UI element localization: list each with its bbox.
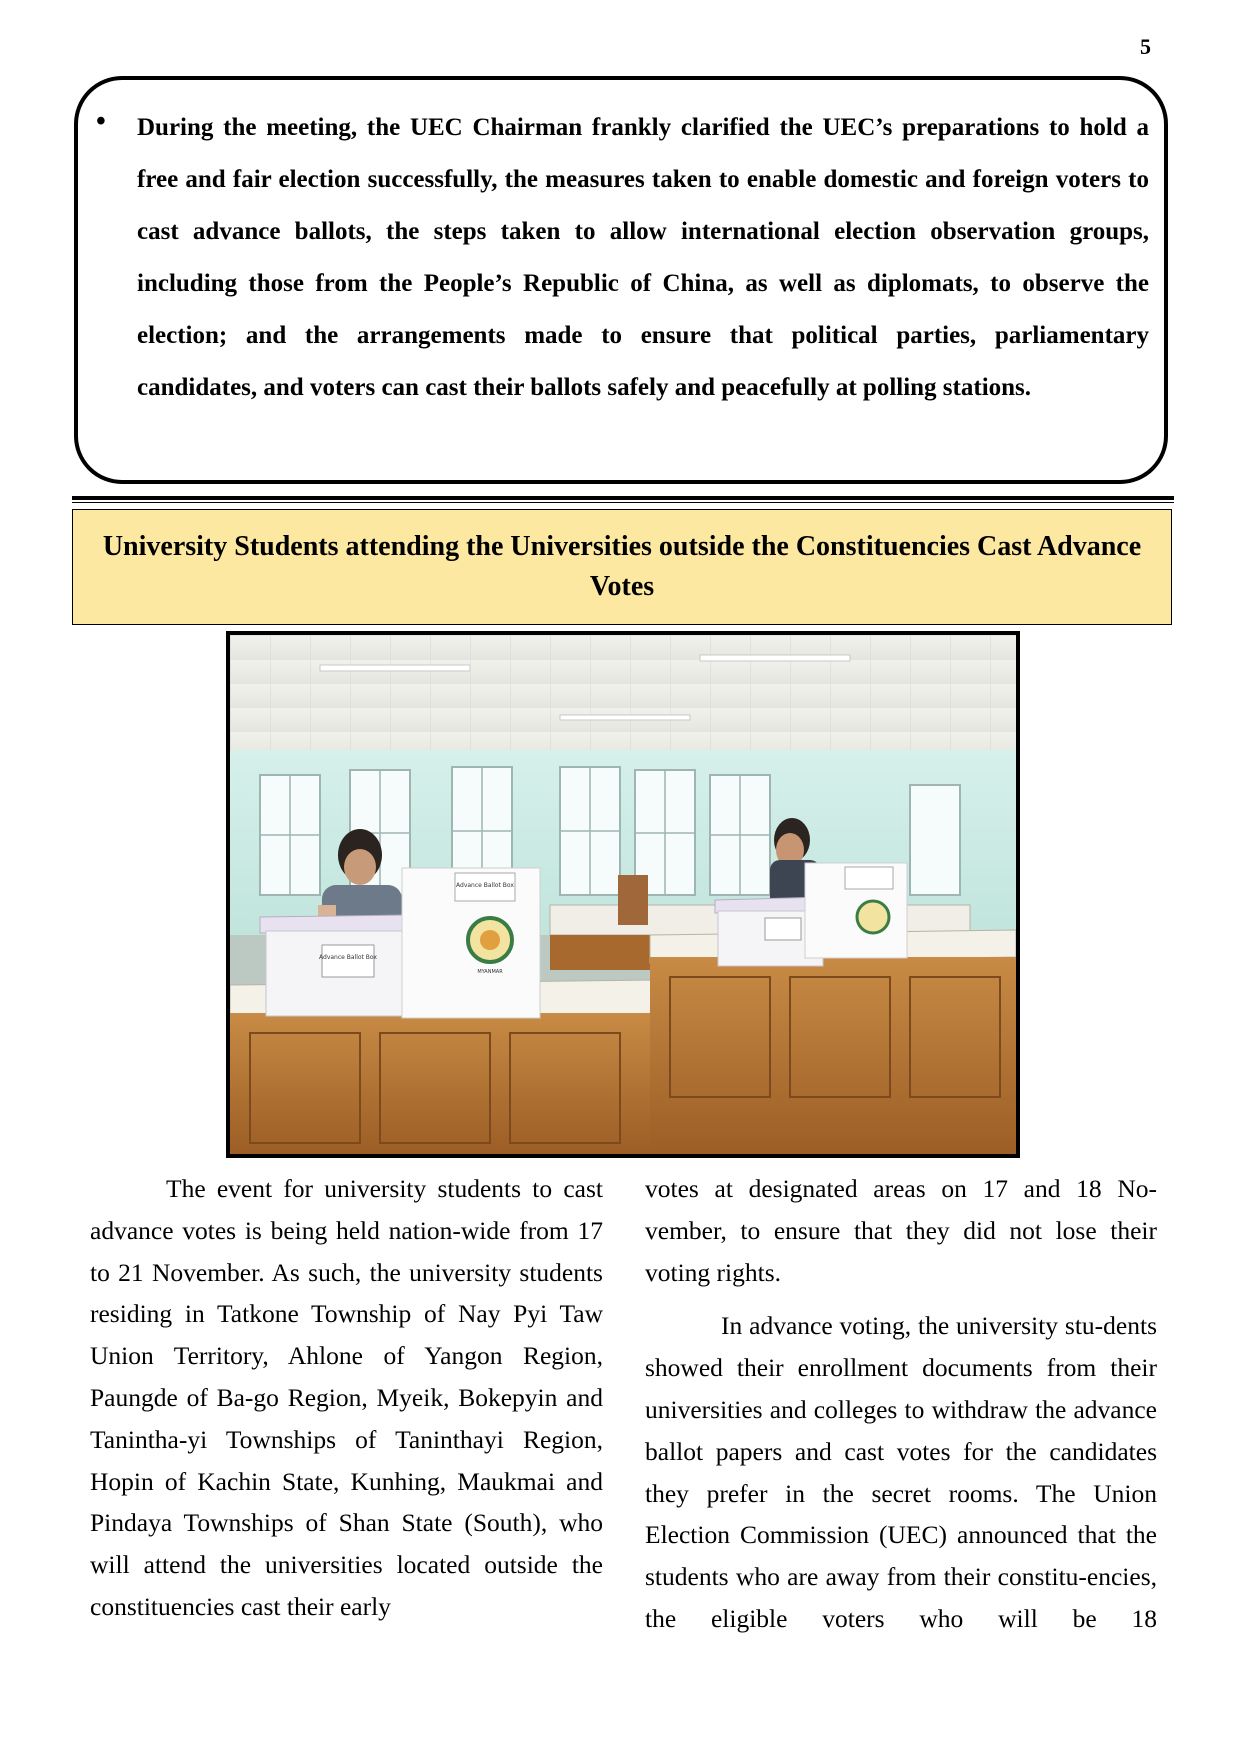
svg-text:Advance Ballot Box: Advance Ballot Box <box>456 882 514 889</box>
bullet-text: During the meeting, the UEC Chairman frankly clarified the UEC’s preparations to hold a free and fair election successfully, the measures taken to enable domestic and foreign voters to cast advance ballots, the steps taken to allow international election observation groups, including those from the People’s Republic of China, as well as diplomats, to observe the election; and the arrangements made to ensure that political parties, parliamentary candidates, and voters can cast their ballots safely and peacefully at polling stations. <box>137 114 1149 401</box>
svg-text:MYANMAR: MYANMAR <box>477 969 503 975</box>
page-number: 5 <box>1140 34 1151 59</box>
ballot-box-clear-left <box>260 915 406 1016</box>
article-left-column <box>90 1168 603 1628</box>
svg-text:Advance Ballot Box: Advance Ballot Box <box>319 954 377 961</box>
article-paragraph: The event for university students to cast advance votes is being held nation-wide from 17 to 21 November. As such, the university students residing in Tatkone Township of Nay Pyi Taw Union Territory, Ahlone of Yangon Region, Paungde of Ba-go Region, Myeik, Bokepyin and Tanintha-yi Townships of Taninthayi Region, Hopin of Kachin State, Kunhing, Maukmai and Pindaya Townships of Shan State (South), who will attend the universities located outside the constituencies cast their early <box>90 1174 603 1621</box>
polling-room-photo <box>226 631 1020 1158</box>
bullet-icon: • <box>96 106 106 137</box>
ballot-box-white-right <box>805 863 907 958</box>
article-paragraph-continued: votes at designated areas on 17 and 18 No-vember, to ensure that they did not lose their voting rights. <box>645 1174 1157 1287</box>
section-heading-box <box>72 509 1172 625</box>
article-paragraph: In advance voting, the university stu-dents showed their enrollment documents from their universities and colleges to withdraw the advance ballot papers and cast votes for the candidates they prefer in the secret rooms. The Union Election Commission (UEC) announced that the students who are away from their constitu-encies, the eligible voters who will be 18 <box>645 1311 1157 1633</box>
divider-rule-thin <box>72 502 1174 503</box>
divider-rule <box>72 496 1174 500</box>
ceiling <box>230 635 1016 755</box>
ballot-box-white-left <box>402 868 540 1018</box>
section-heading: University Students attending the Universities outside the Constituencies Cast Advance Votes <box>102 531 1142 602</box>
article-right-column <box>645 1168 1157 1640</box>
